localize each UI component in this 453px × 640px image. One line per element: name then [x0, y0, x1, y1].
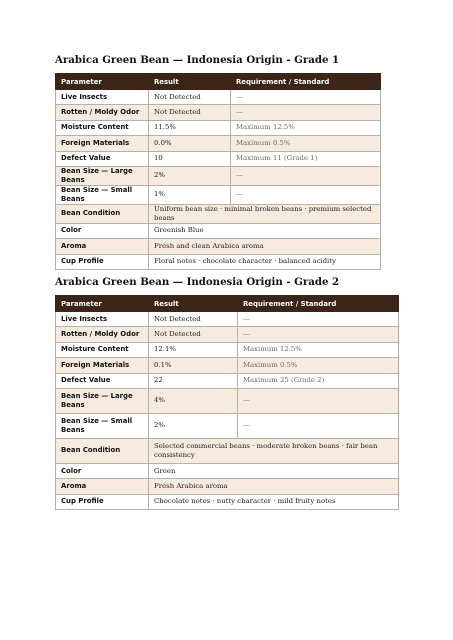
parameter-cell: Bean Size — Large Beans	[56, 388, 149, 413]
table-header-row	[56, 74, 381, 90]
table-row	[56, 388, 399, 413]
result-cell: Green	[149, 463, 399, 478]
parameter-cell: Foreign Materials	[56, 358, 149, 373]
table-row	[56, 166, 381, 185]
header-result: Result	[149, 296, 238, 312]
parameter-cell: Bean Size — Large Beans	[56, 166, 149, 185]
result-cell: Fresh Arabica aroma	[149, 479, 399, 494]
table-row	[56, 342, 399, 357]
parameter-cell: Bean Condition	[56, 438, 149, 463]
table-row	[56, 185, 381, 204]
result-cell: 0.0%	[149, 136, 231, 151]
table-row	[56, 204, 381, 223]
parameter-cell: Color	[56, 223, 149, 238]
grade-2-title: Arabica Green Bean — Indonesia Origin - Grade 2	[55, 276, 340, 288]
result-cell: Not Detected	[149, 105, 231, 120]
table-row	[56, 105, 381, 120]
table-row	[56, 463, 399, 478]
parameter-cell: Bean Condition	[56, 204, 149, 223]
requirement-cell: —	[238, 312, 399, 327]
grade-1-title: Arabica Green Bean — Indonesia Origin - Grade 1	[55, 54, 340, 66]
result-cell: 4%	[149, 388, 238, 413]
result-cell: Chocolate notes · nutty character · mild fruity notes	[149, 494, 399, 509]
parameter-cell: Live Insects	[56, 90, 149, 105]
result-cell: Uniform bean size · minimal broken beans · premium selected beans	[149, 204, 381, 223]
parameter-cell: Cup Profile	[56, 494, 149, 509]
result-cell: 11.5%	[149, 120, 231, 135]
requirement-cell: —	[238, 413, 399, 438]
requirement-cell: Maximum 12.5%	[231, 120, 381, 135]
requirement-cell: —	[231, 90, 381, 105]
result-cell: 12.1%	[149, 342, 238, 357]
parameter-cell: Moisture Content	[56, 342, 149, 357]
result-cell: Selected commercial beans · moderate broken beans · fair bean consistency	[149, 438, 399, 463]
table-header-row	[56, 296, 399, 312]
table-row	[56, 90, 381, 105]
parameter-cell: Color	[56, 463, 149, 478]
table-row	[56, 120, 381, 135]
table-row	[56, 327, 399, 342]
result-cell: 2%	[149, 413, 238, 438]
table-row	[56, 358, 399, 373]
result-cell: Not Detected	[149, 327, 238, 342]
requirement-cell: Maximum 11 (Grade 1)	[231, 151, 381, 166]
parameter-cell: Foreign Materials	[56, 136, 149, 151]
requirement-cell: —	[231, 166, 381, 185]
parameter-cell: Rotten / Moldy Odor	[56, 105, 149, 120]
parameter-cell: Defect Value	[56, 151, 149, 166]
result-cell: 10	[149, 151, 231, 166]
header-result: Result	[149, 74, 231, 90]
table-row	[56, 413, 399, 438]
table-row	[56, 151, 381, 166]
parameter-cell: Cup Profile	[56, 254, 149, 269]
result-cell: 2%	[149, 166, 231, 185]
grade-1-table	[55, 73, 381, 270]
parameter-cell: Aroma	[56, 239, 149, 254]
header-requirement: Requirement / Standard	[231, 74, 381, 90]
parameter-cell: Moisture Content	[56, 120, 149, 135]
requirement-cell: Maximum 12.5%	[238, 342, 399, 357]
table-row	[56, 479, 399, 494]
header-parameter: Parameter	[56, 74, 149, 90]
result-cell: Floral notes · chocolate character · balanced acidity	[149, 254, 381, 269]
parameter-cell: Bean Size — Small Beans	[56, 413, 149, 438]
parameter-cell: Live Insects	[56, 312, 149, 327]
header-parameter: Parameter	[56, 296, 149, 312]
header-requirement: Requirement / Standard	[238, 296, 399, 312]
result-cell: 22	[149, 373, 238, 388]
table-row	[56, 494, 399, 509]
table-row	[56, 223, 381, 238]
grade-2-table	[55, 295, 399, 510]
requirement-cell: —	[238, 388, 399, 413]
requirement-cell: —	[238, 327, 399, 342]
table-row	[56, 239, 381, 254]
requirement-cell: —	[231, 185, 381, 204]
result-cell: Not Detected	[149, 312, 238, 327]
table-row	[56, 312, 399, 327]
result-cell: Greenish Blue	[149, 223, 381, 238]
table-row	[56, 254, 381, 269]
table-row	[56, 373, 399, 388]
result-cell: 1%	[149, 185, 231, 204]
parameter-cell: Bean Size — Small Beans	[56, 185, 149, 204]
requirement-cell: Maximum 25 (Grade 2)	[238, 373, 399, 388]
requirement-cell: Maximum 0.5%	[238, 358, 399, 373]
parameter-cell: Rotten / Moldy Odor	[56, 327, 149, 342]
requirement-cell: —	[231, 105, 381, 120]
result-cell: Fresh and clean Arabica aroma	[149, 239, 381, 254]
parameter-cell: Aroma	[56, 479, 149, 494]
result-cell: 0.1%	[149, 358, 238, 373]
parameter-cell: Defect Value	[56, 373, 149, 388]
requirement-cell: Maximum 0.5%	[231, 136, 381, 151]
table-row	[56, 136, 381, 151]
result-cell: Not Detected	[149, 90, 231, 105]
table-row	[56, 438, 399, 463]
